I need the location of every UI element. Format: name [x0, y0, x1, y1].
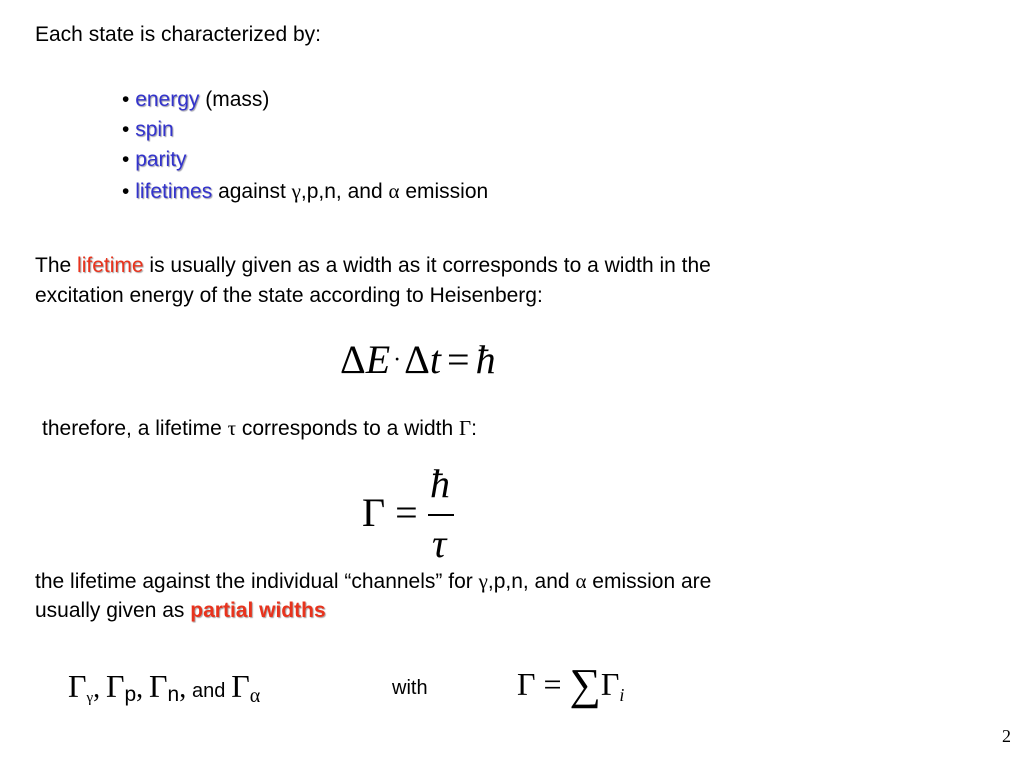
gamma-symbol: γ	[291, 179, 301, 203]
fraction-bar	[428, 514, 454, 516]
bullet-rest-a: against	[212, 180, 292, 203]
subscript-gamma: γ	[86, 690, 94, 706]
para3-text-line2: usually given as	[35, 599, 191, 622]
bullet-mark: •	[122, 88, 130, 111]
comma: ,	[136, 673, 144, 704]
bullet-rest: (mass)	[199, 88, 270, 111]
para-tau-width	[42, 415, 477, 442]
bullet-spin	[122, 117, 174, 143]
width-equation-lhs	[362, 489, 418, 537]
bullet-parity	[122, 147, 187, 173]
para-channels-line1	[35, 568, 711, 595]
bullet-mark: •	[122, 148, 130, 171]
tau-symbol: τ	[227, 416, 237, 440]
para-channels-line2	[35, 598, 326, 624]
heisenberg-equation	[340, 336, 496, 384]
bullet-lifetimes	[122, 178, 488, 205]
gamma-symbol: Γ	[517, 666, 536, 702]
para-lifetime-line2: excitation energy of the state according to Heisenberg:	[35, 284, 543, 307]
bullet-mark: •	[122, 118, 130, 141]
equals-sign: =	[395, 490, 418, 535]
subscript-i: i	[619, 685, 625, 705]
bullet-mark: •	[122, 180, 130, 203]
alpha-symbol: α	[388, 179, 400, 203]
comma: ,	[93, 673, 101, 704]
hbar-symbol: ħ	[475, 337, 496, 382]
para-lifetime-line1	[35, 253, 711, 279]
para1-text-b: is usually given as a width as it corresponds to a width in the	[143, 254, 711, 277]
time-symbol: t	[429, 337, 442, 382]
highlight-lifetime: lifetime	[77, 254, 144, 277]
gamma-symbol: Γ	[231, 668, 250, 704]
gamma-width-symbol: Γ	[459, 416, 472, 440]
para2-text-a: therefore, a lifetime	[42, 417, 228, 440]
para1-text-a: The	[35, 254, 78, 277]
term-energy: energy	[135, 88, 200, 111]
partial-widths-list	[68, 668, 260, 708]
gamma-symbol: Γ	[362, 490, 386, 535]
bullet-rest-c: emission	[399, 180, 489, 203]
fraction-numerator-hbar: ħ	[430, 461, 450, 506]
subscript-n: n	[167, 683, 180, 706]
energy-symbol: E	[365, 337, 391, 382]
term-spin: spin	[135, 118, 174, 141]
delta-symbol: Δ	[340, 337, 366, 382]
gamma-symbol: Γ	[68, 668, 87, 704]
bullet-rest-b: ,p,n, and	[300, 180, 389, 203]
dot-operator: ·	[393, 347, 402, 373]
gamma-symbol: Γ	[149, 668, 168, 704]
and-text: and	[192, 680, 226, 702]
para3-text-b: ,p,n, and	[487, 570, 576, 593]
bullet-energy	[122, 87, 269, 113]
subscript-alpha: α	[249, 685, 261, 707]
page-number: 2	[1002, 726, 1011, 746]
intro-text: Each state is characterized by:	[35, 23, 321, 46]
para3-text-c: emission are	[586, 570, 712, 593]
delta-symbol: Δ	[404, 337, 430, 382]
comma: ,	[179, 673, 187, 704]
highlight-partial-widths: partial widths	[190, 599, 326, 622]
sum-equation	[517, 660, 624, 719]
term-parity: parity	[135, 148, 187, 171]
gamma-symbol: Γ	[105, 668, 125, 704]
gamma-symbol: Γ	[600, 666, 620, 702]
gamma-symbol: γ	[478, 569, 488, 593]
equals-sign: =	[447, 337, 470, 382]
alpha-symbol: α	[575, 569, 587, 593]
equals-sign: =	[543, 666, 562, 702]
with-label: with	[392, 677, 428, 699]
fraction-denominator-tau: τ	[432, 521, 447, 566]
term-lifetimes: lifetimes	[135, 180, 213, 203]
para2-text-b: corresponds to a width	[236, 417, 459, 440]
para2-text-c: :	[471, 417, 477, 440]
para3-text-a: the lifetime against the individual “channels” for	[35, 570, 479, 593]
summation-symbol: ∑	[569, 660, 601, 709]
subscript-p: p	[124, 683, 137, 706]
